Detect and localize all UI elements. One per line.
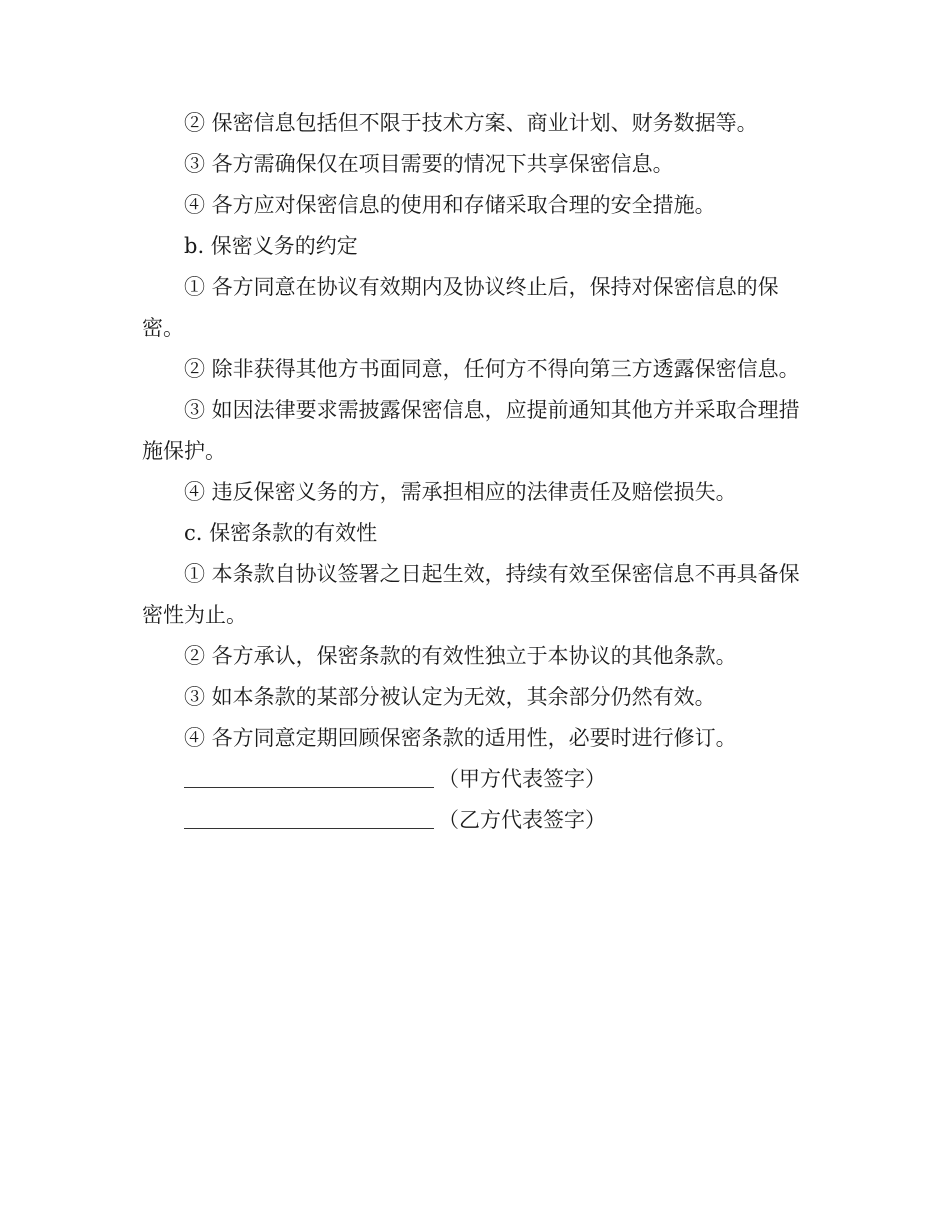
signature-blank-b[interactable] <box>184 808 434 829</box>
clause-b-item-1: ① 各方同意在协议有效期内及协议终止后，保持对保密信息的保密。 <box>142 275 779 340</box>
clause-c-item-3: ③ 如本条款的某部分被认定为无效，其余部分仍然有效。 <box>184 685 716 709</box>
section-c-heading: c. 保密条款的有效性 <box>184 521 378 545</box>
clause-c-item-1: ① 本条款自协议签署之日起生效，持续有效至保密信息不再具备保密性为止。 <box>142 562 800 627</box>
section-b-heading: b. 保密义务的约定 <box>184 234 358 258</box>
signature-label-b: （乙方代表签字） <box>438 808 606 832</box>
clause-c-item-2: ② 各方承认，保密条款的有效性独立于本协议的其他条款。 <box>184 644 737 668</box>
clause-b-item-3: ③ 如因法律要求需披露保密信息，应提前通知其他方并采取合理措施保护。 <box>142 398 800 463</box>
signature-label-a: （甲方代表签字） <box>438 767 606 791</box>
clause-c-item-4: ④ 各方同意定期回顾保密条款的适用性，必要时进行修订。 <box>184 726 737 750</box>
signature-party-b <box>142 800 807 841</box>
signature-party-a <box>142 759 807 800</box>
clause-b-item-2: ② 除非获得其他方书面同意，任何方不得向第三方透露保密信息。 <box>184 357 800 381</box>
clause-a-item-4: ④ 各方应对保密信息的使用和存储采取合理的安全措施。 <box>184 193 716 217</box>
clause-a-item-3: ③ 各方需确保仅在项目需要的情况下共享保密信息。 <box>184 152 674 176</box>
clause-a-item-2: ② 保密信息包括但不限于技术方案、商业计划、财务数据等。 <box>184 111 758 135</box>
clause-b-item-4: ④ 违反保密义务的方，需承担相应的法律责任及赔偿损失。 <box>184 480 737 504</box>
signature-blank-a[interactable] <box>184 767 434 788</box>
document-body <box>142 103 807 841</box>
